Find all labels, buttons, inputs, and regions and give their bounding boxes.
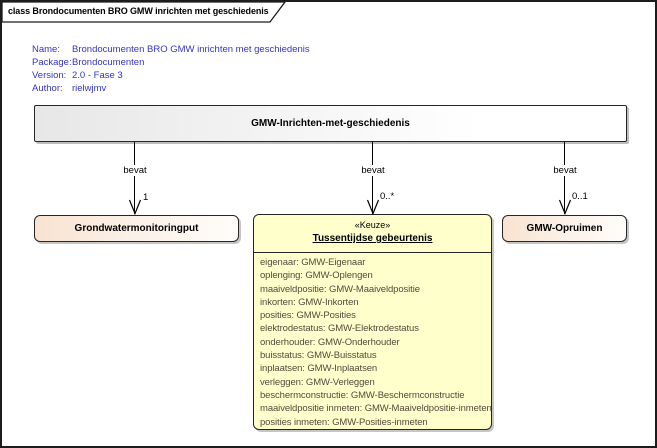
- connector-label: bevat: [123, 165, 147, 176]
- class-attribute: onderhouder: GMW-Onderhouder: [260, 336, 400, 348]
- class-attribute: verleggen: GMW-Verleggen: [260, 376, 375, 388]
- class-gmw-opruimen[interactable]: [502, 215, 627, 242]
- metadata-value: 2.0 - Fase 3: [72, 70, 123, 81]
- metadata-label: Package:: [32, 57, 72, 68]
- diagram-frame-tab: [2, 2, 294, 24]
- class-header: [254, 215, 491, 253]
- class-attribute: maaiveldpositie: GMW-Maaiveldpositie: [260, 283, 420, 295]
- diagram-title: class Brondocumenten BRO GMW inrichten met geschiedenis: [8, 6, 269, 16]
- open-arrowhead-icon: [558, 199, 572, 215]
- class-name: GMW-Opruimen: [526, 223, 603, 234]
- class-attribute: inplaatsen: GMW-Inplaatsen: [260, 363, 378, 375]
- connector-multiplicity: 1: [143, 192, 149, 203]
- class-attribute: eigenaar: GMW-Eigenaar: [260, 257, 366, 268]
- connector-label: bevat: [553, 165, 577, 176]
- class-attribute: posities inmeten: GMW-Posities-inmeten: [260, 416, 428, 428]
- metadata-row: [32, 56, 310, 69]
- metadata-row: [32, 43, 310, 56]
- class-attribute: beschermconstructie: GMW-Beschermconstructie: [260, 389, 465, 401]
- class-tussentijdse-gebeurtenis[interactable]: [253, 214, 492, 430]
- class-attribute: posities: GMW-Posities: [260, 310, 356, 322]
- class-attribute-list: [254, 253, 491, 429]
- metadata-label: Name:: [32, 44, 60, 55]
- class-name: GMW-Inrichten-met-geschiedenis: [251, 118, 410, 129]
- metadata-value: rielwjmv: [72, 83, 107, 94]
- connector-multiplicity: 0..*: [380, 191, 395, 202]
- class-attribute: oplenging: GMW-Oplengen: [260, 270, 373, 282]
- diagram-metadata: [32, 43, 310, 95]
- class-name: Grondwatermonitoringput: [74, 223, 199, 234]
- class-attribute: inkorten: GMW-Inkorten: [260, 296, 359, 308]
- open-arrowhead-icon: [128, 199, 142, 215]
- class-stereotype: «Keuze»: [354, 220, 391, 230]
- connector-multiplicity: 0..1: [572, 191, 588, 202]
- connector-label: bevat: [361, 165, 385, 176]
- metadata-label: Version:: [32, 70, 67, 81]
- class-attribute: elektrodestatus: GMW-Elektrodestatus: [260, 323, 419, 335]
- class-gmw-inrichten-met-geschiedenis[interactable]: [34, 105, 627, 142]
- metadata-value: Brondocumenten: [72, 57, 145, 68]
- metadata-value: Brondocumenten BRO GMW inrichten met geschiedenis: [72, 44, 310, 55]
- metadata-row: [32, 82, 310, 95]
- class-attribute: buisstatus: GMW-Buisstatus: [260, 350, 377, 362]
- metadata-row: [32, 69, 310, 82]
- class-name: Tussentijdse gebeurtenis: [312, 233, 433, 244]
- open-arrowhead-icon: [366, 199, 380, 215]
- metadata-label: Author:: [32, 83, 63, 94]
- class-grondwatermonitoringput[interactable]: [34, 215, 239, 242]
- class-attribute: maaiveldpositie inmeten: GMW-Maaiveldpositie-inmeten: [260, 403, 492, 415]
